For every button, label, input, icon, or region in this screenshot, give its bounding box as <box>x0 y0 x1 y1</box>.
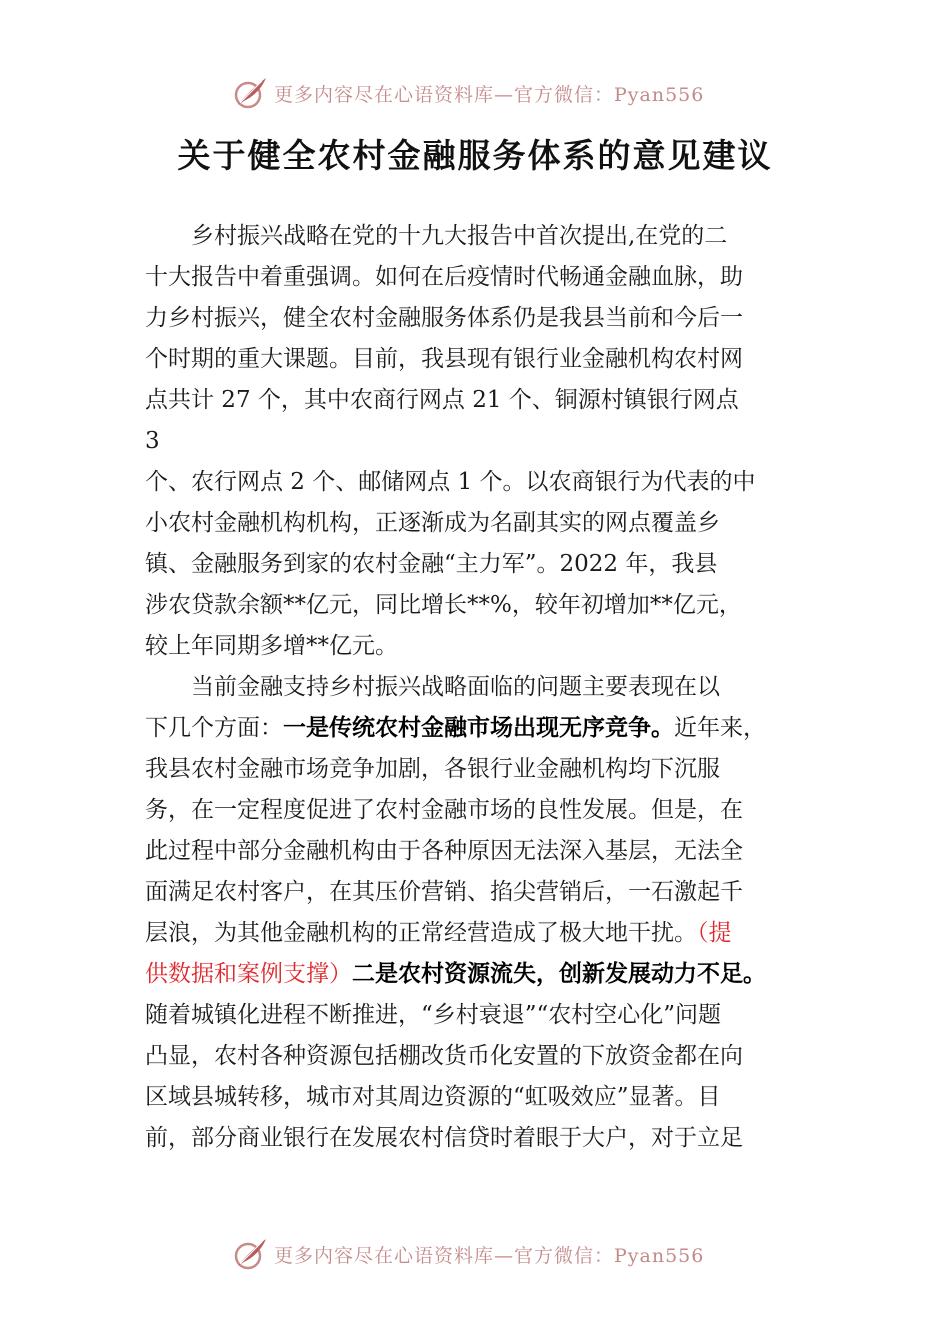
watermark-text: 更多内容尽在心语资料库—官方微信：Pyan556 <box>274 1244 705 1267</box>
paragraph-2-line-1: 当前金融支持乡村振兴战略面临的问题主要表现在以 <box>191 674 720 700</box>
paragraph-2-line-8 <box>145 954 825 995</box>
editor-note-part-1: （提 <box>697 920 732 946</box>
paragraph-1-line-10: 涉农贷款余额**亿元，同比增长**%，较年初增加**亿元， <box>145 592 742 618</box>
paragraph-2-line-2-tail: 近年来， <box>674 715 766 741</box>
watermark-footer <box>232 1234 704 1274</box>
quill-logo-icon <box>232 75 268 111</box>
paragraph-2-line-11: 区域县城转移，城市对其周边资源的“虹吸效应”显著。目 <box>145 1084 721 1110</box>
paragraph-1-line-9: 镇、金融服务到家的农村金融“主力军”。2022 年，我县 <box>145 551 718 577</box>
paragraph-1-line-4: 个时期的重大课题。目前，我县现有银行业金融机构农村网 <box>145 346 743 372</box>
point-2-heading: 二是农村资源流失，创新发展动力不足。 <box>352 961 766 987</box>
paragraph-2-line-12: 前，部分商业银行在发展农村信贷时着眼于大户，对于立足 <box>145 1125 743 1151</box>
quill-logo-icon <box>232 1236 268 1272</box>
document-body <box>145 216 825 1159</box>
paragraph-1-line-3: 力乡村振兴，健全农村金融服务体系仍是我县当前和今后一 <box>145 305 743 331</box>
point-1-heading: 一是传统农村金融市场出现无序竞争。 <box>283 715 674 741</box>
paragraph-1-line-2: 十大报告中着重强调。如何在后疫情时代畅通金融血脉，助 <box>145 264 743 290</box>
paragraph-2-line-2 <box>145 708 825 749</box>
paragraph-2-line-7 <box>145 913 825 954</box>
paragraph-1-line-7: 个、农行网点 2 个、邮储网点 1 个。以农商银行为代表的中 <box>145 469 756 495</box>
document-title: 关于健全农村金融服务体系的意见建议 <box>177 136 773 175</box>
paragraph-2-line-4: 务，在一定程度促进了农村金融市场的良性发展。但是，在 <box>145 797 743 823</box>
paragraph-1-line-11: 较上年同期多增**亿元。 <box>145 633 398 659</box>
watermark-text: 更多内容尽在心语资料库—官方微信：Pyan556 <box>274 83 705 106</box>
paragraph-1-line-6: 3 <box>145 428 160 454</box>
paragraph-2-line-5: 此过程中部分金融机构由于各种原因无法深入基层，无法全 <box>145 838 743 864</box>
paragraph-2-lead: 下几个方面： <box>145 715 283 741</box>
paragraph-2-line-9: 随着城镇化进程不断推进，“乡村衰退”“农村空心化”问题 <box>145 1002 722 1028</box>
paragraph-2-line-10: 凸显，农村各种资源包括棚改货币化安置的下放资金都在向 <box>145 1043 743 1069</box>
watermark-header <box>232 73 704 113</box>
paragraph-2-line-6: 面满足农村客户，在其压价营销、掐尖营销后，一石激起千 <box>145 879 743 905</box>
paragraph-1-line-8: 小农村金融机构机构，正逐渐成为名副其实的网点覆盖乡 <box>145 510 720 536</box>
paragraph-2-line-7-text: 层浪，为其他金融机构的正常经营造成了极大地干扰。 <box>145 920 697 946</box>
paragraph-2-line-3: 我县农村金融市场竞争加剧，各银行业金融机构均下沉服 <box>145 756 720 782</box>
paragraph-1-line-5: 点共计 27 个，其中农商行网点 21 个、铜源村镇银行网点 <box>145 387 739 413</box>
paragraph-1-line-1: 乡村振兴战略在党的十九大报告中首次提出,在党的二 <box>191 223 728 249</box>
editor-note-part-2: 供数据和案例支撑） <box>145 961 352 987</box>
